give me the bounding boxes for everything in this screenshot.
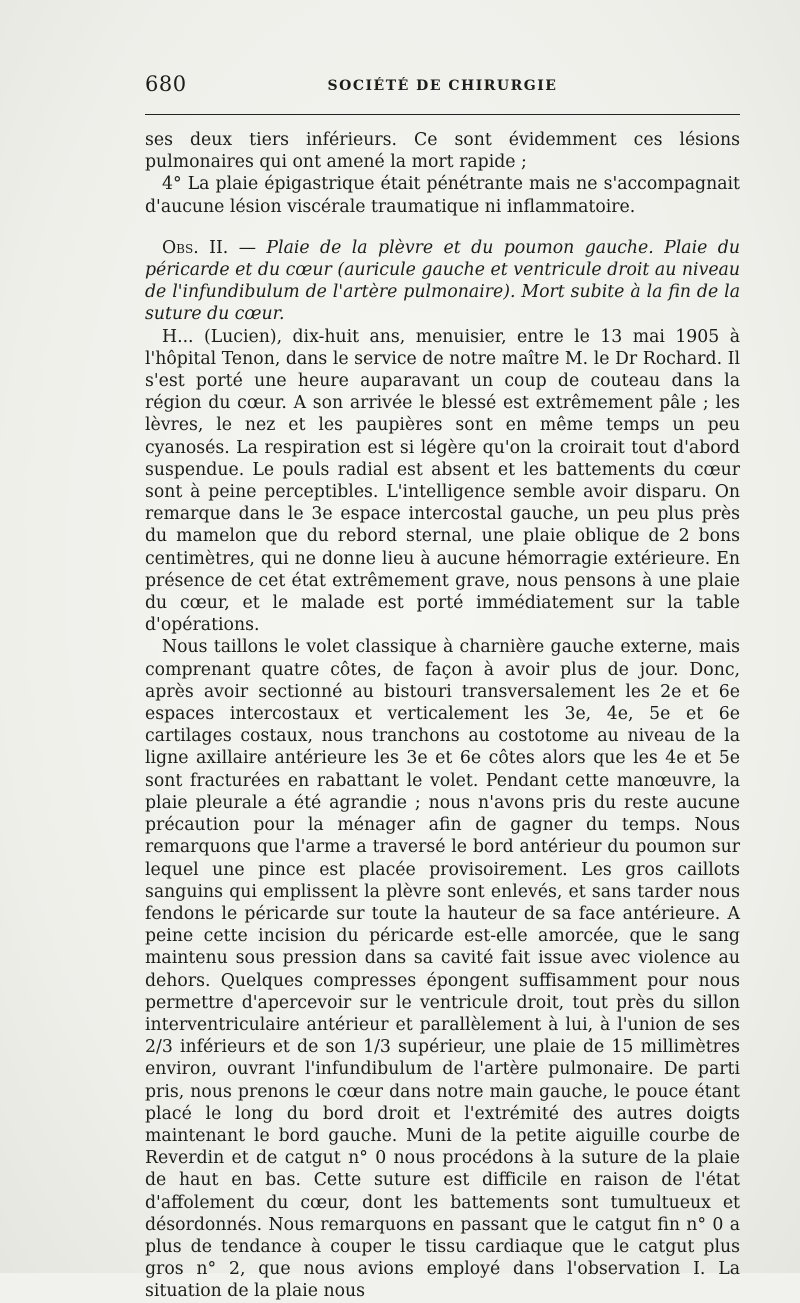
observation-title: Plaie de la plèvre et du poumon gauche. Plaie du péricarde et du cœur (auricule gauche et ventricule droit au niveau de l'infundibulum de l'artère pulmonaire). Mort subite à la fin de la suture du cœur. xyxy=(145,237,740,325)
body-text xyxy=(145,129,740,1303)
paragraph-2: 4° La plaie épigastrique était pénétrante mais ne s'accompagnait d'aucune lésion viscérale traumatique ni inflammatoire. xyxy=(145,174,740,217)
observation-label: Obs. II. xyxy=(162,237,229,258)
paragraph-4: Nous taillons le volet classique à charnière gauche externe, mais comprenant quatre côtes, de façon à avoir plus de jour. Donc, après avoir sectionné au bistouri transversalement les 2e et 6e espaces intercostaux et verticalement les 3e, 4e, 5e et 6e cartilages costaux, nous tranchons au costotome au niveau de la ligne axillaire antérieure les 3e et 6e côtes alors que les 4e et 5e sont fracturées en rabattant le volet. Pendant cette manœuvre, la plaie pleurale a été agrandie ; nous n'avons pris du reste aucune précaution pour la ménager afin de gagner du temps. Nous remarquons que l'arme a traversé le bord antérieur du poumon sur lequel une pince est placée provisoirement. Les gros caillots sanguins qui emplissent la plèvre sont enlevés, et sans tarder nous fendons le péricarde sur toute la hauteur de sa face antérieure. A peine cette incision du péricarde est-elle amorcée, que le sang maintenu sous pression dans sa cavité fait issue avec violence au dehors. Quelques compresses épongent suffisamment pour nous permettre d'apercevoir sur le ventricule droit, tout près du sillon interventriculaire antérieur et parallèlement à lui, à l'union de ses 2/3 inférieurs et de son 1/3 supérieur, une plaie de 15 millimètres environ, ouvrant l'infundibulum de l'artère pulmonaire. De parti pris, nous prenons le cœur dans notre main gauche, le pouce étant placé le long du bord droit et l'extrémité des autres doigts maintenant le bord gauche. Muni de la petite aiguille courbe de Reverdin et de catgut n° 0 nous procédons à la suture de la plaie de haut en bas. Cette suture est difficile en raison de l'état d'affolement du cœur, dont les battements sont tumultueux et désordonnés. Nous remarquons en passant que le catgut fin n° 0 a plus de tendance à couper le tissu cardiaque que le catgut plus gros n° 2, que nous avions employé dans l'observation I. La situation de la plaie nous xyxy=(145,637,740,1302)
page-header xyxy=(145,72,740,106)
observation-dash: — xyxy=(228,237,267,258)
paragraph-1: ses deux tiers inférieurs. Ce sont évidemment ces lésions pulmonaires qui ont amené la mort rapide ; xyxy=(145,130,740,173)
running-head: SOCIÉTÉ DE CHIRURGIE xyxy=(327,78,558,94)
observation-heading xyxy=(145,237,740,326)
header-rule xyxy=(145,114,740,115)
paragraph-3: H... (Lucien), dix-huit ans, menuisier, entre le 13 mai 1905 à l'hôpital Tenon, dans le service de notre maître M. le Dr Rochard. Il s'est porté une heure auparavant un coup de couteau dans la région du cœur. A son arrivée le blessé est extrêmement pâle ; les lèvres, le nez et les paupières sont en même temps un peu cyanosés. La respiration est si légère qu'on la croirait tout d'abord suspendue. Le pouls radial est absent et les battements du cœur sont à peine perceptibles. L'intelligence semble avoir disparu. On remarque dans le 3e espace intercostal gauche, un peu plus près du mamelon que du rebord sternal, une plaie oblique de 2 bons centimètres, qui ne donne lieu à aucune hémorragie extérieure. En présence de cet état extrêmement grave, nous pensons à une plaie du cœur, et le malade est porté immédiatement sur la table d'opérations. xyxy=(145,326,740,636)
page-number: 680 xyxy=(145,72,187,96)
